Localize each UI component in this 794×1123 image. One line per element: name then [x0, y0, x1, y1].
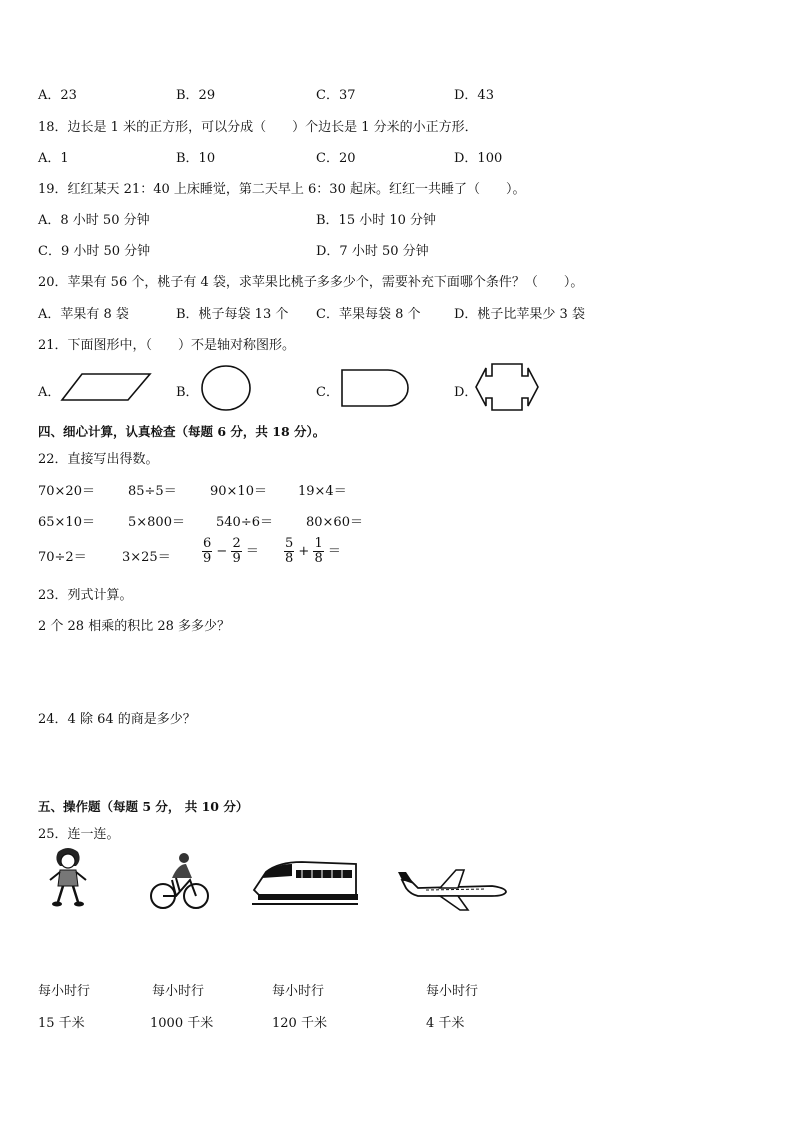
- q17-option-c: C．37: [316, 88, 356, 103]
- q22-fraction-item-1: [202, 537, 259, 566]
- q22-item: 5×800＝: [128, 515, 185, 530]
- q20-option-a: A．苹果有 8 袋: [38, 307, 129, 322]
- speed-value-15: 15 千米: [38, 1016, 85, 1031]
- q22-item: 85÷5＝: [128, 484, 177, 499]
- q22-item: 90×10＝: [210, 484, 267, 499]
- speed-value-1000: 1000 千米: [150, 1016, 214, 1031]
- speed-label: 每小时行: [426, 984, 479, 999]
- speed-value-4: 4 千米: [426, 1016, 465, 1031]
- q22-item: 70×20＝: [38, 484, 95, 499]
- q21-option-a: A．: [38, 385, 61, 400]
- q23-subquestion: 2 个 28 相乘的积比 28 多多少？: [38, 619, 231, 634]
- denominator: 8: [285, 551, 294, 566]
- speed-label: 每小时行: [38, 984, 91, 999]
- numerator: 1: [314, 536, 323, 551]
- q18-option-a: A．1: [38, 151, 69, 166]
- q21-option-d: D．: [454, 385, 478, 400]
- equals-sign: ＝: [327, 544, 341, 559]
- speed-label: 每小时行: [152, 984, 205, 999]
- q24-question: 24．4 除 64 的商是多少？: [38, 712, 196, 727]
- q17-option-d: D．43: [454, 88, 494, 103]
- q22-item: 70÷2＝: [38, 550, 87, 565]
- denominator: 9: [203, 551, 212, 566]
- operator: −: [216, 544, 228, 559]
- q20-option-b: B．桃子每袋 13 个: [176, 307, 289, 322]
- q17-option-a: A．23: [38, 88, 77, 103]
- q20-question: 20．苹果有 56 个，桃子有 4 袋，求苹果比桃子多多少个，需要补充下面哪个条件？（ ）。: [38, 275, 584, 290]
- section-5-title: 五、操作题（每题 5 分， 共 10 分）: [38, 799, 249, 814]
- q18-option-c: C．20: [316, 151, 356, 166]
- q21-option-b: B．: [176, 385, 199, 400]
- airplane-icon: [396, 866, 510, 912]
- q20-option-c: C．苹果每袋 8 个: [316, 307, 421, 322]
- equals-sign: ＝: [245, 544, 259, 559]
- numerator: 6: [203, 536, 212, 551]
- q22-item: 65×10＝: [38, 515, 95, 530]
- q19-option-b: B．15 小时 10 分钟: [316, 213, 437, 228]
- denominator: 8: [314, 551, 323, 566]
- arrow-cross-icon: [476, 362, 540, 412]
- q19-option-c: C．9 小时 50 分钟: [38, 244, 151, 259]
- fraction: [231, 537, 241, 566]
- q22-item: 540÷6＝: [216, 515, 273, 530]
- q22-item: 80×60＝: [306, 515, 363, 530]
- operator: +: [298, 544, 310, 559]
- q22-item: 3×25＝: [122, 550, 171, 565]
- q21-question: 21．下面图形中，（ ）不是轴对称图形。: [38, 338, 296, 353]
- q19-option-a: A．8 小时 50 分钟: [38, 213, 150, 228]
- fraction: [313, 537, 323, 566]
- train-icon: [252, 858, 358, 908]
- q25-question: 25．连一连。: [38, 827, 120, 842]
- fraction: [202, 537, 212, 566]
- speed-label: 每小时行: [272, 984, 325, 999]
- q20-option-d: D．桃子比苹果少 3 袋: [454, 307, 585, 322]
- q22-item: 19×4＝: [298, 484, 347, 499]
- girl-walking-icon: [46, 846, 90, 908]
- q22-question: 22．直接写出得数。: [38, 452, 159, 467]
- section-4-title: 四、细心计算，认真检查（每题 6 分，共 18 分）。: [38, 424, 326, 439]
- q17-option-b: B．29: [176, 88, 216, 103]
- q18-option-b: B．10: [176, 151, 216, 166]
- parallelogram-icon: [60, 372, 152, 402]
- q23-question: 23．列式计算。: [38, 588, 133, 603]
- speed-value-120: 120 千米: [272, 1016, 327, 1031]
- q19-option-d: D．7 小时 50 分钟: [316, 244, 429, 259]
- q19-question: 19．红红某天 21：40 上床睡觉，第二天早上 6：30 起床。红红一共睡了（ ）。: [38, 182, 526, 197]
- d-shape-icon: [340, 368, 410, 408]
- fraction: [284, 537, 294, 566]
- numerator: 5: [285, 536, 294, 551]
- q21-option-c: C．: [316, 385, 339, 400]
- q18-question: 18．边长是 1 米的正方形，可以分成（ ）个边长是 1 分米的小正方形．: [38, 120, 478, 135]
- q18-option-d: D．100: [454, 151, 503, 166]
- denominator: 9: [232, 551, 241, 566]
- circle-icon: [200, 364, 252, 412]
- numerator: 2: [232, 536, 241, 551]
- cyclist-icon: [150, 852, 210, 912]
- q22-fraction-item-2: [284, 537, 341, 566]
